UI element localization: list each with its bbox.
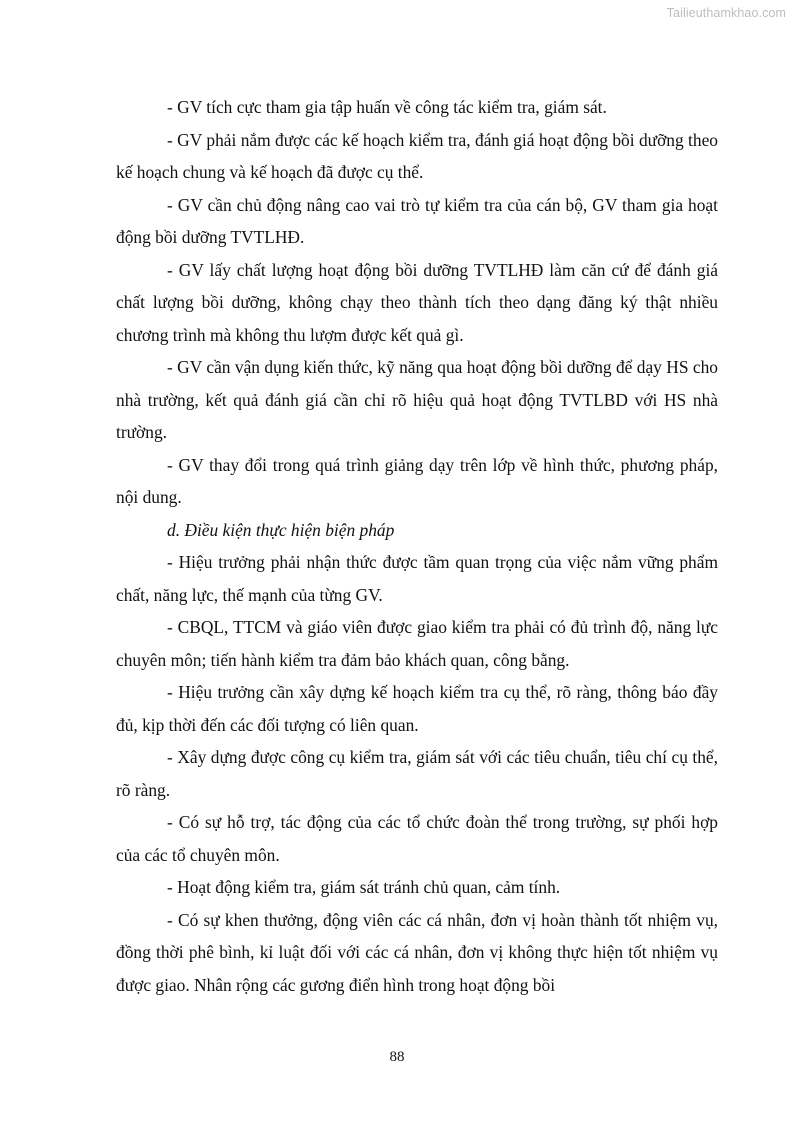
paragraph-3: - GV cần chủ động nâng cao vai trò tự kiểm tra của cán bộ, GV tham gia hoạt động bồi dưỡng TVTLHĐ.: [116, 194, 718, 247]
paragraph-6: - GV thay đổi trong quá trình giảng dạy trên lớp về hình thức, phương pháp, nội dung.: [116, 454, 718, 507]
paragraph-8: - CBQL, TTCM và giáo viên được giao kiểm tra phải có đủ trình độ, năng lực chuyên môn; tiến hành kiểm tra đảm bảo khách quan, công bằng.: [116, 617, 718, 670]
paragraph-4: - GV lấy chất lượng hoạt động bồi dưỡng TVTLHĐ làm căn cứ để đánh giá chất lượng bồi dưỡng, không chạy theo thành tích theo dạng đăng ký thật nhiều chương trình mà không thu lượm được kết quả gì.: [116, 259, 718, 345]
paragraph-10: - Xây dựng được công cụ kiểm tra, giám sát với các tiêu chuẩn, tiêu chí cụ thể, rõ ràng.: [116, 747, 718, 800]
paragraph-11: - Có sự hỗ trợ, tác động của các tổ chức đoàn thể trong trường, sự phối hợp của các tổ chuyên môn.: [116, 812, 718, 865]
paragraph-7: - Hiệu trưởng phải nhận thức được tầm quan trọng của việc nắm vững phẩm chất, năng lực, thế mạnh của từng GV.: [116, 552, 718, 605]
section-heading: d. Điều kiện thực hiện biện pháp: [167, 519, 395, 540]
document-body: [116, 91, 718, 1001]
paragraph-13: - Có sự khen thưởng, động viên các cá nhân, đơn vị hoàn thành tốt nhiệm vụ, đồng thời phê bình, kỉ luật đối với các cá nhân, đơn vị không thực hiện tốt nhiệm vụ được giao. Nhân rộng các gương điển hình trong hoạt động bồi: [116, 909, 718, 995]
paragraph-9: - Hiệu trưởng cần xây dựng kế hoạch kiểm tra cụ thể, rõ ràng, thông báo đầy đủ, kịp thời đến các đối tượng có liên quan.: [116, 682, 718, 735]
watermark: Tailieuthamkhao.com: [666, 6, 786, 20]
paragraph-2: - GV phải nắm được các kế hoạch kiểm tra, đánh giá hoạt động bồi dưỡng theo kế hoạch chung và kế hoạch đã được cụ thể.: [116, 129, 718, 182]
paragraph-5: - GV cần vận dụng kiến thức, kỹ năng qua hoạt động bồi dưỡng để dạy HS cho nhà trường, kết quả đánh giá cần chỉ rõ hiệu quả hoạt động TVTLBD với HS nhà trường.: [116, 357, 718, 442]
paragraph-1: - GV tích cực tham gia tập huấn về công tác kiểm tra, giám sát.: [167, 97, 607, 117]
paragraph-12: - Hoạt động kiểm tra, giám sát tránh chủ quan, cảm tính.: [167, 877, 561, 897]
page-number: 88: [389, 1049, 405, 1065]
